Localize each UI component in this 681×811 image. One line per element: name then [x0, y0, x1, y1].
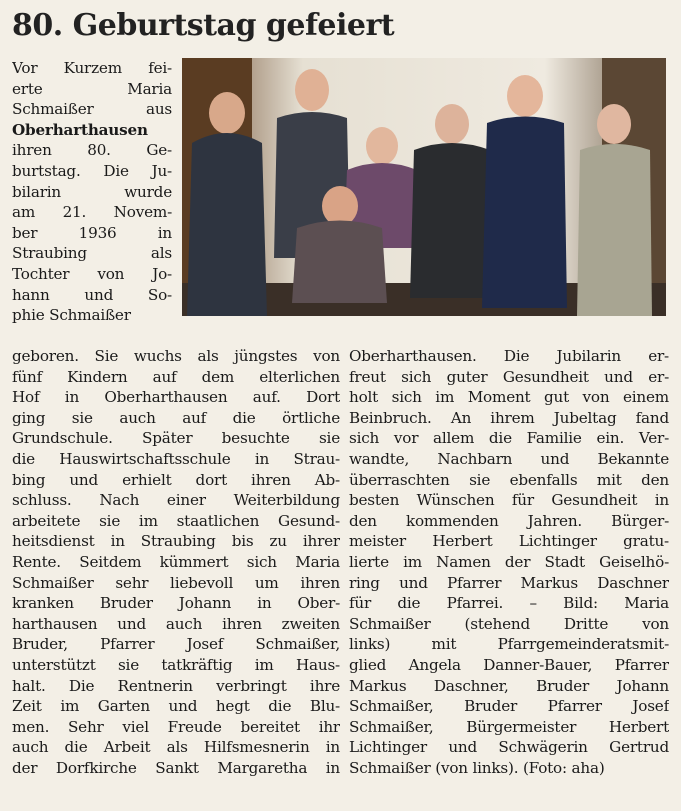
text-line: phie Schmaißer — [12, 306, 131, 325]
text-line: lierte im Namen der Stadt Geiselhö- — [349, 552, 669, 571]
group-photo — [182, 58, 666, 316]
text-line: Markus Daschner, Bruder Johann — [349, 676, 669, 695]
text-line: Tochter von Jo- — [12, 264, 172, 283]
text-line: bing und erhielt dort ihren Ab- — [12, 470, 340, 489]
text-line: bilarin wurde — [12, 182, 172, 201]
text-line: ihren 80. Ge- — [12, 141, 172, 160]
text-line: auch die Arbeit als Hilfsmesnerin in — [12, 738, 340, 757]
text-line: Schmaißer (stehend Dritte von — [349, 614, 669, 633]
text-line: links) mit Pfarrgemeinderatsmit- — [349, 635, 669, 654]
text-line: Schmaißer, Bürgermeister Herbert — [349, 717, 669, 736]
left-column — [12, 346, 340, 778]
text-line: heitsdienst in Straubing bis zu ihrer — [12, 532, 340, 551]
text-line: Schmaißer aus — [12, 100, 172, 119]
text-line: Oberharthausen — [12, 120, 148, 139]
text-line: für die Pfarrei. – Bild: Maria — [349, 594, 669, 613]
text-line: Straubing als — [12, 244, 172, 263]
text-line: geboren. Sie wuchs als jüngstes von — [12, 347, 340, 365]
text-line: ging sie auch auf die örtliche — [12, 408, 340, 427]
text-line: erte Maria — [12, 79, 172, 98]
text-line: den kommenden Jahren. Bürger- — [349, 511, 669, 530]
text-line: besten Wünschen für Gesundheit in — [349, 491, 669, 510]
text-line: ber 1936 in — [12, 223, 172, 242]
text-line: schluss. Nach einer Weiterbildung — [12, 491, 340, 510]
text-line: Hof in Oberharthausen auf. Dort — [12, 388, 340, 407]
text-line: unterstützt sie tatkräftig im Haus- — [12, 655, 340, 674]
text-line: Bruder, Pfarrer Josef Schmaißer, — [12, 635, 340, 654]
text-line: wandte, Nachbarn und Bekannte — [349, 449, 669, 468]
text-line: kranken Bruder Johann in Ober- — [12, 594, 340, 613]
text-line: Beinbruch. An ihrem Jubeltag fand — [349, 408, 669, 427]
text-line: freut sich guter Gesundheit und er- — [349, 367, 669, 386]
headline: 80. Geburtstag gefeiert — [12, 8, 395, 43]
text-line: Schmaißer, Bruder Pfarrer Josef — [349, 697, 669, 716]
text-line: Vor Kurzem fei- — [12, 59, 172, 77]
text-line: halt. Die Rentnerin verbringt ihre — [12, 676, 340, 695]
text-line: überraschten sie ebenfalls mit den — [349, 470, 669, 489]
text-line: meister Herbert Lichtinger gratu- — [349, 532, 669, 551]
text-line: Rente. Seitdem kümmert sich Maria — [12, 552, 340, 571]
right-column — [349, 346, 669, 778]
text-line: glied Angela Danner-Bauer, Pfarrer — [349, 655, 669, 674]
intro-column — [12, 58, 172, 326]
text-line: der Dorfkirche Sankt Margaretha in — [12, 758, 340, 777]
text-line: Oberharthausen. Die Jubilarin er- — [349, 347, 669, 365]
text-line: Lichtinger und Schwägerin Gertrud — [349, 738, 669, 757]
text-line: fünf Kindern auf dem elterlichen — [12, 367, 340, 386]
text-line: sich vor allem die Familie ein. Ver- — [349, 429, 669, 448]
text-line: harthausen und auch ihren zweiten — [12, 614, 340, 633]
text-line: holt sich im Moment gut von einem — [349, 388, 669, 407]
text-line: Schmaißer sehr liebevoll um ihren — [12, 573, 340, 592]
text-line: arbeitete sie im staatlichen Gesund- — [12, 511, 340, 530]
text-line: Grundschule. Später besuchte sie — [12, 429, 340, 448]
text-line: Schmaißer (von links). (Foto: aha) — [349, 758, 605, 777]
text-line: men. Sehr viel Freude bereitet ihr — [12, 717, 340, 736]
text-line: burtstag. Die Ju- — [12, 161, 172, 180]
text-line: ring und Pfarrer Markus Daschner — [349, 573, 669, 592]
text-line: hann und So- — [12, 285, 172, 304]
text-line: die Hauswirtschaftsschule in Strau- — [12, 449, 340, 468]
text-line: Zeit im Garten und hegt die Blu- — [12, 697, 340, 716]
text-line: am 21. Novem- — [12, 203, 172, 222]
